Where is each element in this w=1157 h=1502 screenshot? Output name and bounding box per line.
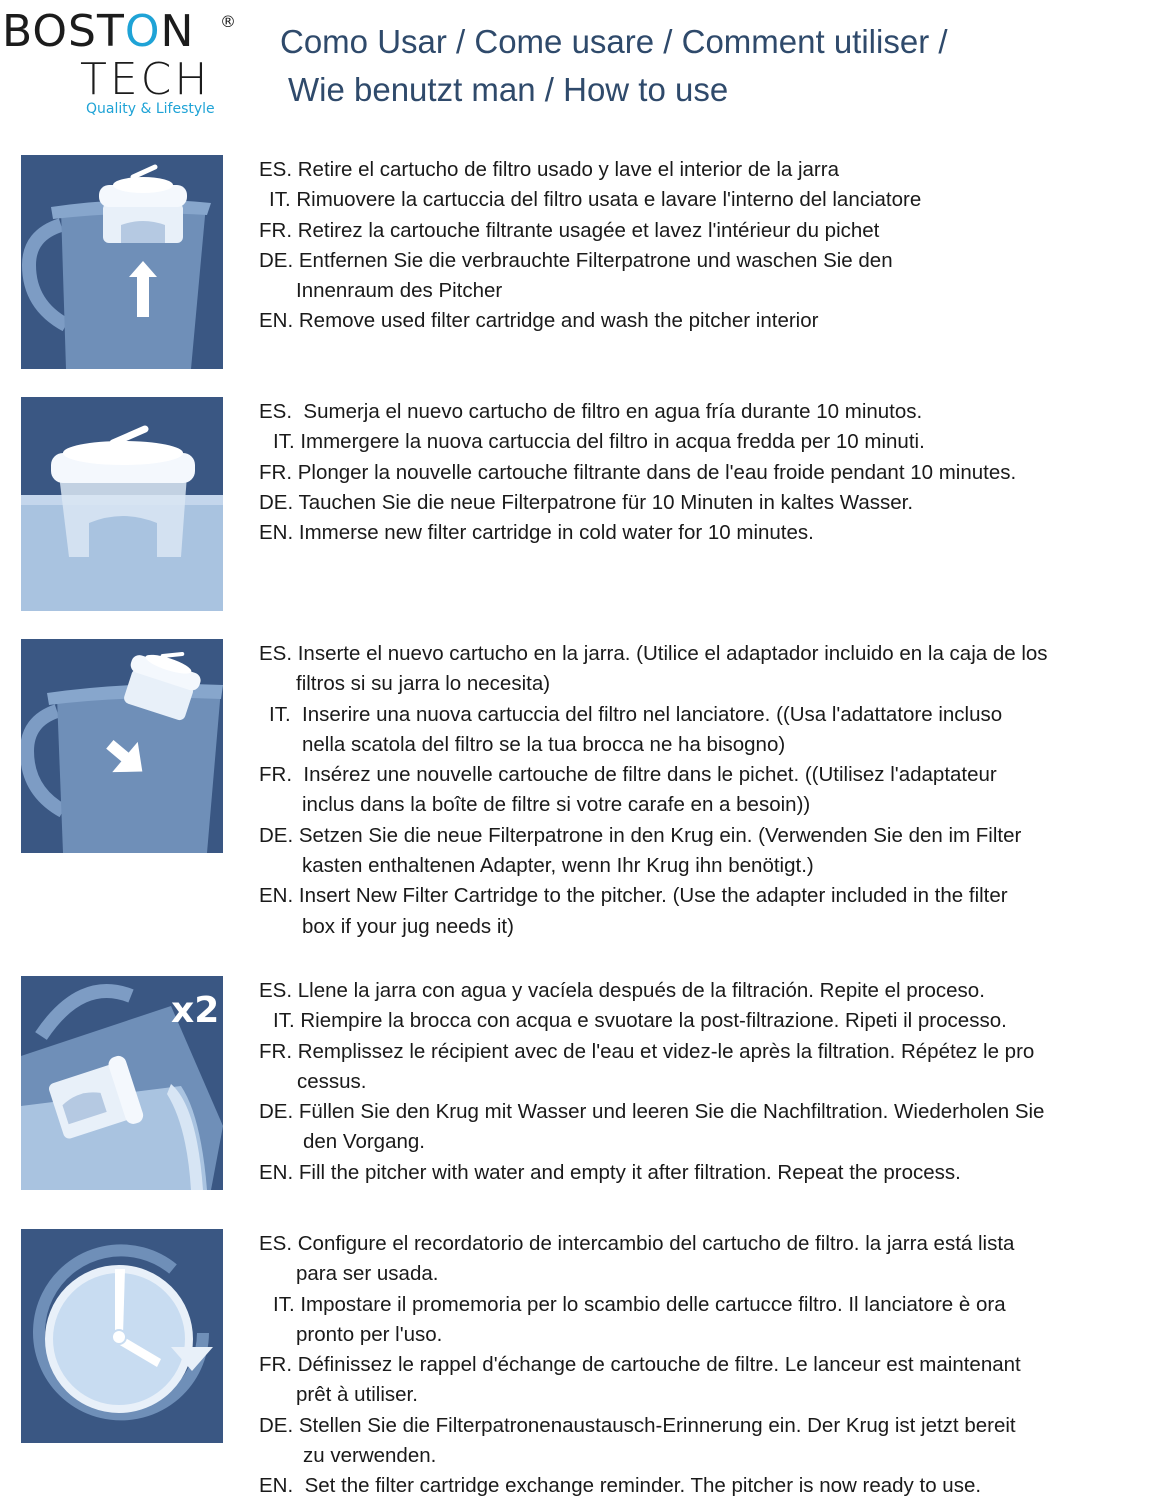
step-text-line-es: ES. Configure el recordatorio de intercambio del cartucho de filtro. la jarra está lista xyxy=(259,1232,1015,1255)
step-text-line-de: DE. Stellen Sie die Filterpatronenaustausch-Erinnerung ein. Der Krug ist jetzt bereit xyxy=(259,1413,1016,1437)
repeat-badge: x2 xyxy=(171,990,220,1031)
step-text-line-it: IT. Riempire la brocca con acqua e svuotare la post-filtrazione. Ripeti il processo. xyxy=(273,1009,1007,1033)
step-text-line-en: EN. Immerse new filter cartridge in cold water for 10 minutes. xyxy=(259,521,814,545)
step-text-line-it: IT. Immergere la nuova cartuccia del filtro in acqua fredda per 10 minuti. xyxy=(273,430,925,454)
step-text-line-fr: FR. Retirez la cartouche filtrante usagée et lavez l'intérieur du pichet xyxy=(259,218,880,242)
step-text-line-en-cont: box if your jug needs it) xyxy=(302,914,514,938)
brand-tagline: Quality & Lifestyle xyxy=(86,101,215,117)
step-text-line-de-cont: zu verwenden. xyxy=(303,1444,437,1468)
step-text-line-fr: FR. Remplissez le récipient avec de l'eau et videz-le après la filtration. Répétez le pro xyxy=(259,1039,1035,1063)
registered-mark: ® xyxy=(220,12,236,31)
step-text-line-de: DE. Setzen Sie die neue Filterpatrone in den Krug ein. (Verwenden Sie den im Filter xyxy=(259,823,1022,847)
step-text-line-fr: FR. Insérez une nouvelle cartouche de filtre dans le pichet. ((Utilisez l'adaptateur xyxy=(259,763,997,787)
step-text-line-fr: FR. Plonger la nouvelle cartouche filtrante dans de l'eau froide pendant 10 minutes. xyxy=(259,460,1017,484)
step-text-line-it: IT. Impostare il promemoria per lo scambio delle cartucce filtro. Il lanciatore è ora xyxy=(273,1292,1006,1316)
step-text-line-de-cont: den Vorgang. xyxy=(303,1130,425,1154)
step-text-line-it: IT. Rimuovere la cartuccia del filtro usata e lavare l'interno del lanciatore xyxy=(269,188,922,212)
page-title xyxy=(280,18,1140,114)
step-text-line-fr-cont: inclus dans la boîte de filtre si votre carafe en a besoin)) xyxy=(302,793,811,817)
step-text-line-es: ES. Inserte el nuevo cartucho en la jarra. (Utilice el adaptador incluido en la caja de los xyxy=(259,642,1048,665)
pitcher-pour-icon xyxy=(21,976,223,1190)
brand-logo xyxy=(0,6,250,121)
step-text-line-it-cont: pronto per l'uso. xyxy=(296,1322,443,1346)
step-text-line-de: DE. Füllen Sie den Krug mit Wasser und leeren Sie die Nachfiltration. Wiederholen Sie xyxy=(259,1100,1045,1124)
step-1-text xyxy=(259,155,1157,337)
cartridge-in-water-icon xyxy=(21,397,223,611)
brand-name-line2: TECH xyxy=(80,54,211,105)
page-title-line1: Como Usar / Come usare / Comment utiliser / xyxy=(280,23,948,60)
pitcher-remove-cartridge-icon xyxy=(21,155,223,369)
step-text-line-es: ES. Sumerja el nuevo cartucho de filtro en agua fría durante 10 minutos. xyxy=(259,400,923,423)
step-text-line-fr-cont: prêt à utiliser. xyxy=(296,1383,418,1407)
step-text-line-en: EN. Fill the pitcher with water and empty it after filtration. Repeat the process. xyxy=(259,1160,961,1184)
clock-reminder-icon xyxy=(21,1229,223,1443)
step-text-line-en: EN. Insert New Filter Cartridge to the pitcher. (Use the adapter included in the filter xyxy=(259,884,1008,908)
step-text-line-fr-cont: cessus. xyxy=(297,1069,367,1093)
page-title-line2: Wie benutzt man / How to use xyxy=(288,71,729,108)
step-text-line-es-cont: para ser usada. xyxy=(296,1262,439,1286)
step-text-line-de-cont: Innenraum des Pitcher xyxy=(296,279,503,303)
step-text-line-fr: FR. Définissez le rappel d'échange de cartouche de filtre. Le lanceur est maintenant xyxy=(259,1353,1021,1377)
step-4-text xyxy=(259,976,1157,1188)
step-text-line-es-cont: filtros si su jarra lo necesita) xyxy=(296,672,551,696)
power-o-glyph: O xyxy=(124,6,161,57)
brand-name-line1: BOSTON xyxy=(2,6,195,57)
step-text-line-es: ES. Retire el cartucho de filtro usado y lave el interior de la jarra xyxy=(259,158,839,181)
step-text-line-es: ES. Llene la jarra con agua y vacíela después de la filtración. Repite el proceso. xyxy=(259,979,985,1002)
step-text-line-it: IT. Inserire una nuova cartuccia del filtro nel lanciatore. ((Usa l'adattatore incluso xyxy=(269,702,1003,726)
step-text-line-it-cont: nella scatola del filtro se la tua brocca ne ha bisogno) xyxy=(302,732,786,756)
step-text-line-de-cont: kasten enthaltenen Adapter, wenn Ihr Krug ihn benötigt.) xyxy=(302,854,814,878)
step-5-text xyxy=(259,1229,1157,1502)
step-2-text xyxy=(259,397,1157,548)
step-text-line-de: DE. Entfernen Sie die verbrauchte Filterpatrone und waschen Sie den xyxy=(259,248,893,272)
pitcher-insert-cartridge-icon xyxy=(21,639,223,853)
step-text-line-en: EN. Remove used filter cartridge and wash the pitcher interior xyxy=(259,309,819,333)
step-3-text xyxy=(259,639,1157,942)
step-text-line-en: EN. Set the filter cartridge exchange reminder. The pitcher is now ready to use. xyxy=(259,1474,982,1498)
step-text-line-de: DE. Tauchen Sie die neue Filterpatrone für 10 Minuten in kaltes Wasser. xyxy=(259,490,914,514)
